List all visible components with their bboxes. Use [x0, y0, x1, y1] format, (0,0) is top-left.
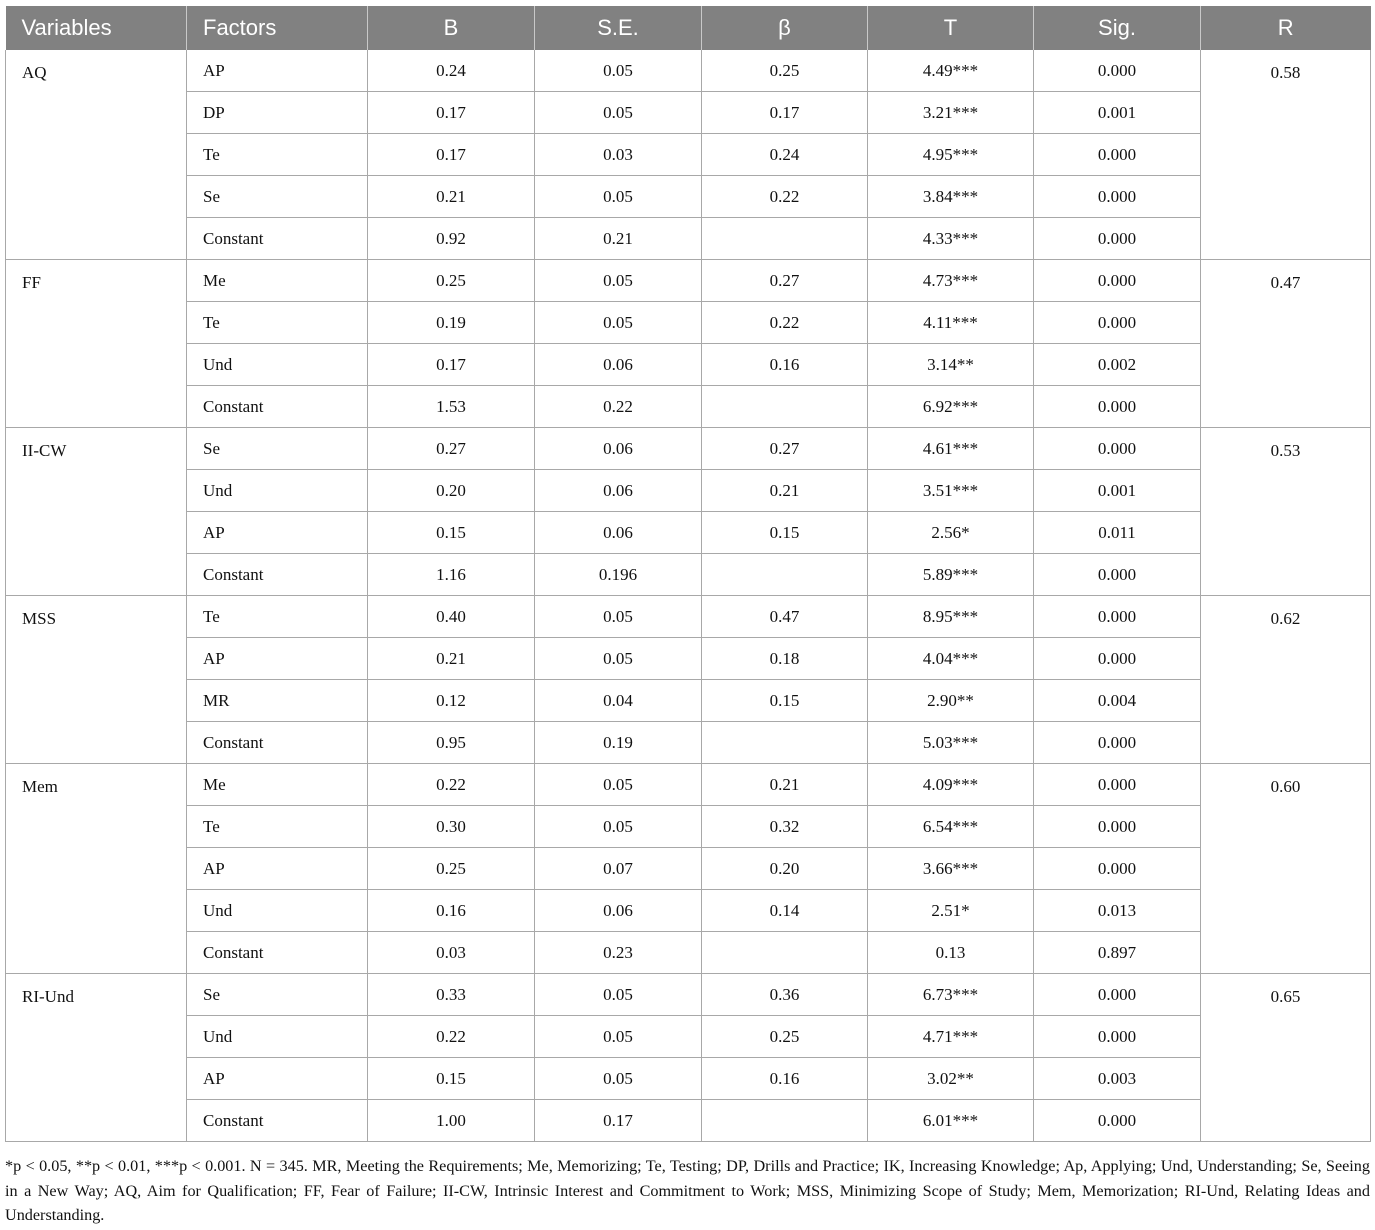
cell-beta — [702, 932, 868, 974]
table-row — [6, 554, 1371, 596]
cell-beta: 0.27 — [702, 260, 868, 302]
cell-sig: 0.011 — [1034, 512, 1201, 554]
cell-sig: 0.897 — [1034, 932, 1201, 974]
table-row — [6, 806, 1371, 848]
cell-t: 2.56* — [868, 512, 1034, 554]
cell-sig: 0.000 — [1034, 638, 1201, 680]
cell-se: 0.22 — [535, 386, 702, 428]
table-row — [6, 512, 1371, 554]
cell-r: 0.62 — [1201, 596, 1371, 764]
table-row — [6, 722, 1371, 764]
table-row — [6, 134, 1371, 176]
cell-se: 0.196 — [535, 554, 702, 596]
table-row — [6, 92, 1371, 134]
table-footnote: *p < 0.05, **p < 0.01, ***p < 0.001. N = 345. MR, Meeting the Requirements; Me, Memorizing; Te, Testing; DP, Drills and Practice; IK, Increasing Knowledge; Ap, Applying; Und, Understanding; Se, Seeing in a New Way; AQ, Aim for Qualification; FF, Fear of Failure; II-CW, Intrinsic Interest and Commitment to Work; MSS, Minimizing Scope of Study; Mem, Memorization; RI-Und, Relating Ideas and Understanding. — [5, 1157, 1370, 1224]
cell-b: 0.15 — [368, 1058, 535, 1100]
cell-se: 0.05 — [535, 596, 702, 638]
cell-factor: MR — [187, 680, 368, 722]
cell-sig: 0.000 — [1034, 596, 1201, 638]
header-variables: Variables — [6, 6, 187, 50]
cell-se: 0.05 — [535, 764, 702, 806]
cell-se: 0.05 — [535, 974, 702, 1016]
cell-t: 4.73*** — [868, 260, 1034, 302]
cell-beta — [702, 554, 868, 596]
cell-b: 0.40 — [368, 596, 535, 638]
table-row — [6, 932, 1371, 974]
cell-variable: Mem — [6, 764, 187, 974]
header-sig: Sig. — [1034, 6, 1201, 50]
table-row — [6, 596, 1371, 638]
cell-se: 0.03 — [535, 134, 702, 176]
cell-sig: 0.000 — [1034, 428, 1201, 470]
cell-factor: Se — [187, 428, 368, 470]
cell-t: 4.49*** — [868, 50, 1034, 92]
cell-se: 0.05 — [535, 260, 702, 302]
cell-b: 0.17 — [368, 344, 535, 386]
cell-variable: MSS — [6, 596, 187, 764]
table-row — [6, 260, 1371, 302]
cell-t: 8.95*** — [868, 596, 1034, 638]
cell-factor: Se — [187, 974, 368, 1016]
cell-b: 1.16 — [368, 554, 535, 596]
header-b: B — [368, 6, 535, 50]
cell-sig: 0.013 — [1034, 890, 1201, 932]
cell-t: 4.11*** — [868, 302, 1034, 344]
cell-factor: Te — [187, 134, 368, 176]
cell-t: 4.71*** — [868, 1016, 1034, 1058]
cell-t: 4.61*** — [868, 428, 1034, 470]
cell-sig: 0.000 — [1034, 218, 1201, 260]
cell-b: 0.22 — [368, 1016, 535, 1058]
cell-se: 0.05 — [535, 176, 702, 218]
cell-b: 0.21 — [368, 638, 535, 680]
cell-factor: Und — [187, 344, 368, 386]
cell-beta: 0.25 — [702, 50, 868, 92]
table-row — [6, 680, 1371, 722]
cell-se: 0.19 — [535, 722, 702, 764]
cell-beta: 0.15 — [702, 512, 868, 554]
cell-sig: 0.004 — [1034, 680, 1201, 722]
cell-sig: 0.000 — [1034, 134, 1201, 176]
cell-se: 0.06 — [535, 512, 702, 554]
cell-t: 0.13 — [868, 932, 1034, 974]
cell-factor: Te — [187, 302, 368, 344]
header-beta: β — [702, 6, 868, 50]
cell-t: 5.89*** — [868, 554, 1034, 596]
cell-t: 4.95*** — [868, 134, 1034, 176]
cell-se: 0.05 — [535, 50, 702, 92]
cell-factor: AP — [187, 1058, 368, 1100]
cell-t: 5.03*** — [868, 722, 1034, 764]
cell-t: 4.09*** — [868, 764, 1034, 806]
cell-sig: 0.000 — [1034, 1100, 1201, 1142]
regression-table-container — [5, 6, 1370, 1142]
table-row — [6, 176, 1371, 218]
table-row — [6, 764, 1371, 806]
table-row — [6, 1016, 1371, 1058]
cell-beta: 0.14 — [702, 890, 868, 932]
cell-beta: 0.16 — [702, 344, 868, 386]
table-body — [6, 50, 1371, 1142]
cell-variable: II-CW — [6, 428, 187, 596]
cell-factor: Te — [187, 596, 368, 638]
cell-factor: AP — [187, 848, 368, 890]
cell-t: 3.51*** — [868, 470, 1034, 512]
cell-se: 0.06 — [535, 470, 702, 512]
cell-t: 4.33*** — [868, 218, 1034, 260]
cell-beta: 0.22 — [702, 302, 868, 344]
cell-sig: 0.000 — [1034, 1016, 1201, 1058]
cell-beta: 0.15 — [702, 680, 868, 722]
cell-b: 1.00 — [368, 1100, 535, 1142]
cell-beta — [702, 386, 868, 428]
cell-t: 6.54*** — [868, 806, 1034, 848]
table-row — [6, 974, 1371, 1016]
cell-factor: AP — [187, 638, 368, 680]
cell-factor: Se — [187, 176, 368, 218]
cell-sig: 0.000 — [1034, 302, 1201, 344]
cell-beta: 0.17 — [702, 92, 868, 134]
cell-b: 0.21 — [368, 176, 535, 218]
cell-factor: Und — [187, 890, 368, 932]
cell-se: 0.04 — [535, 680, 702, 722]
cell-sig: 0.000 — [1034, 260, 1201, 302]
cell-variable: AQ — [6, 50, 187, 260]
cell-factor: Te — [187, 806, 368, 848]
table-row — [6, 428, 1371, 470]
cell-se: 0.05 — [535, 1016, 702, 1058]
cell-sig: 0.000 — [1034, 974, 1201, 1016]
cell-beta: 0.25 — [702, 1016, 868, 1058]
cell-sig: 0.000 — [1034, 722, 1201, 764]
cell-t: 2.90** — [868, 680, 1034, 722]
table-row — [6, 1058, 1371, 1100]
cell-se: 0.06 — [535, 344, 702, 386]
cell-b: 0.20 — [368, 470, 535, 512]
cell-b: 1.53 — [368, 386, 535, 428]
cell-sig: 0.002 — [1034, 344, 1201, 386]
cell-se: 0.05 — [535, 806, 702, 848]
cell-beta — [702, 1100, 868, 1142]
header-se: S.E. — [535, 6, 702, 50]
table-row — [6, 890, 1371, 932]
cell-b: 0.25 — [368, 260, 535, 302]
cell-variable: RI-Und — [6, 974, 187, 1142]
cell-b: 0.16 — [368, 890, 535, 932]
cell-sig: 0.001 — [1034, 470, 1201, 512]
cell-factor: Me — [187, 260, 368, 302]
table-row — [6, 218, 1371, 260]
cell-t: 2.51* — [868, 890, 1034, 932]
cell-b: 0.27 — [368, 428, 535, 470]
table-row — [6, 386, 1371, 428]
cell-b: 0.30 — [368, 806, 535, 848]
cell-beta: 0.47 — [702, 596, 868, 638]
table-row — [6, 344, 1371, 386]
cell-t: 6.73*** — [868, 974, 1034, 1016]
cell-sig: 0.000 — [1034, 806, 1201, 848]
cell-b: 0.12 — [368, 680, 535, 722]
cell-r: 0.65 — [1201, 974, 1371, 1142]
cell-t: 3.21*** — [868, 92, 1034, 134]
cell-factor: Constant — [187, 722, 368, 764]
cell-b: 0.22 — [368, 764, 535, 806]
cell-se: 0.05 — [535, 638, 702, 680]
cell-b: 0.25 — [368, 848, 535, 890]
cell-beta: 0.21 — [702, 470, 868, 512]
cell-t: 4.04*** — [868, 638, 1034, 680]
table-row — [6, 302, 1371, 344]
cell-se: 0.06 — [535, 428, 702, 470]
table-row — [6, 470, 1371, 512]
cell-beta: 0.18 — [702, 638, 868, 680]
cell-factor: AP — [187, 512, 368, 554]
cell-se: 0.05 — [535, 1058, 702, 1100]
cell-beta: 0.16 — [702, 1058, 868, 1100]
cell-sig: 0.003 — [1034, 1058, 1201, 1100]
table-row — [6, 50, 1371, 92]
cell-sig: 0.000 — [1034, 176, 1201, 218]
header-r: R — [1201, 6, 1371, 50]
cell-factor: Constant — [187, 932, 368, 974]
cell-beta: 0.36 — [702, 974, 868, 1016]
cell-r: 0.47 — [1201, 260, 1371, 428]
cell-se: 0.23 — [535, 932, 702, 974]
cell-factor: Constant — [187, 218, 368, 260]
cell-se: 0.05 — [535, 92, 702, 134]
cell-beta: 0.20 — [702, 848, 868, 890]
cell-se: 0.05 — [535, 302, 702, 344]
table-row — [6, 848, 1371, 890]
cell-b: 0.17 — [368, 92, 535, 134]
cell-factor: Constant — [187, 386, 368, 428]
cell-se: 0.21 — [535, 218, 702, 260]
cell-beta: 0.21 — [702, 764, 868, 806]
cell-beta: 0.32 — [702, 806, 868, 848]
cell-factor: Und — [187, 470, 368, 512]
cell-beta: 0.22 — [702, 176, 868, 218]
cell-sig: 0.000 — [1034, 764, 1201, 806]
cell-b: 0.03 — [368, 932, 535, 974]
cell-beta: 0.24 — [702, 134, 868, 176]
cell-r: 0.60 — [1201, 764, 1371, 974]
cell-t: 3.02** — [868, 1058, 1034, 1100]
cell-factor: DP — [187, 92, 368, 134]
cell-r: 0.58 — [1201, 50, 1371, 260]
header-factors: Factors — [187, 6, 368, 50]
cell-factor: Constant — [187, 554, 368, 596]
cell-b: 0.95 — [368, 722, 535, 764]
regression-table — [5, 6, 1371, 1142]
cell-b: 0.24 — [368, 50, 535, 92]
cell-sig: 0.000 — [1034, 848, 1201, 890]
cell-sig: 0.000 — [1034, 50, 1201, 92]
table-row — [6, 638, 1371, 680]
cell-beta — [702, 218, 868, 260]
cell-factor: Constant — [187, 1100, 368, 1142]
cell-t: 3.84*** — [868, 176, 1034, 218]
cell-factor: AP — [187, 50, 368, 92]
cell-r: 0.53 — [1201, 428, 1371, 596]
cell-beta — [702, 722, 868, 764]
cell-variable: FF — [6, 260, 187, 428]
cell-b: 0.15 — [368, 512, 535, 554]
cell-factor: Me — [187, 764, 368, 806]
cell-t: 3.66*** — [868, 848, 1034, 890]
cell-t: 6.01*** — [868, 1100, 1034, 1142]
cell-b: 0.92 — [368, 218, 535, 260]
cell-sig: 0.000 — [1034, 554, 1201, 596]
cell-sig: 0.001 — [1034, 92, 1201, 134]
cell-b: 0.19 — [368, 302, 535, 344]
cell-sig: 0.000 — [1034, 386, 1201, 428]
cell-factor: Und — [187, 1016, 368, 1058]
cell-se: 0.17 — [535, 1100, 702, 1142]
cell-beta: 0.27 — [702, 428, 868, 470]
cell-t: 6.92*** — [868, 386, 1034, 428]
table-row — [6, 1100, 1371, 1142]
header-t: T — [868, 6, 1034, 50]
cell-se: 0.06 — [535, 890, 702, 932]
cell-b: 0.17 — [368, 134, 535, 176]
cell-se: 0.07 — [535, 848, 702, 890]
header-row — [6, 6, 1371, 50]
cell-b: 0.33 — [368, 974, 535, 1016]
cell-t: 3.14** — [868, 344, 1034, 386]
